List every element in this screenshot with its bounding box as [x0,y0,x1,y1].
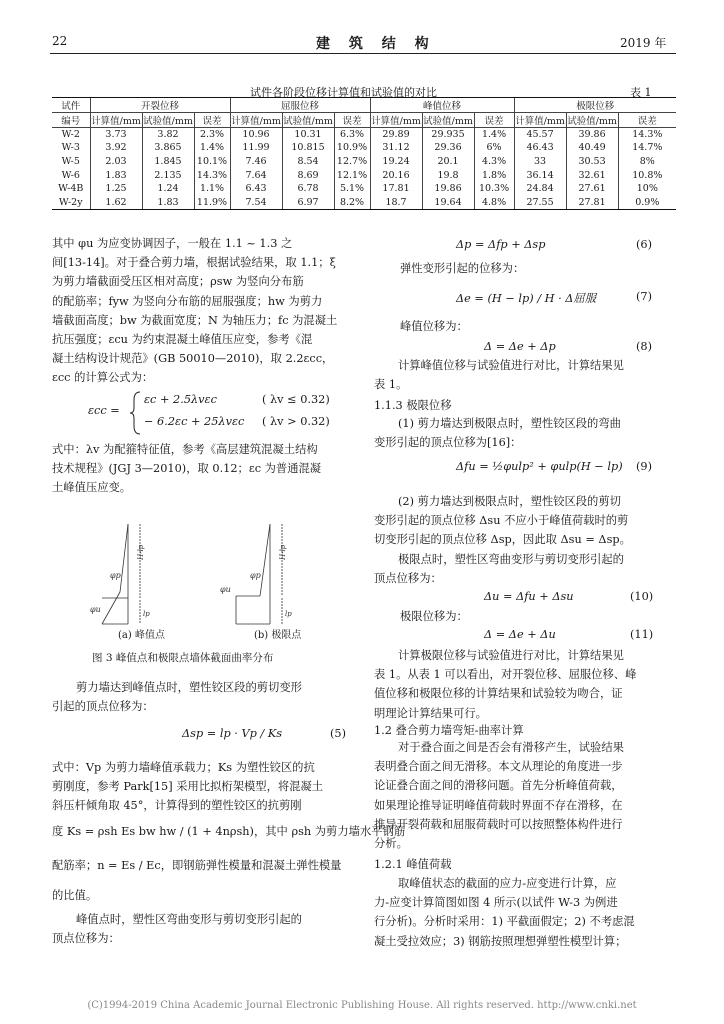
table-subheader-cell: 计算值/mm [230,113,282,128]
table-cell: 4.8% [474,195,514,209]
table-cell: W-6 [61,169,80,181]
equation-7: Δe = (H − lp) / H · Δ屈服 [456,292,597,305]
table-cell: 19.24 [370,155,422,169]
header-rule [50,53,676,54]
text-line: 剪刚度，参考 Park[15] 采用比拟桁架模型，将混凝土 [52,780,324,794]
left-paragraph-5b [52,856,356,875]
text-line: 明理论计算结果可行。 [374,706,487,720]
left-paragraph-2 [52,440,356,498]
table-header-cell: 屈服位移 [230,98,370,113]
table-subheader-cell: 计算值/mm [370,113,422,128]
table-cell: 6.97 [282,195,334,209]
figure-sublabel-a: (a) 峰值点 [118,630,165,641]
text-line: 式中：λv 为配箍特征值，参考《高层建筑混凝土结构 [52,443,318,456]
table-row [52,128,676,142]
table-header-cell: 编号 [52,113,90,128]
table-cell: 1.83 [90,168,142,182]
table-cell: 39.86 [566,128,618,142]
journal-year: 2019 年 [620,36,667,50]
table-subheader-cell: 误差 [474,113,514,128]
equation-ecc-lhs: εcc = [88,404,120,417]
table-subheader-cell: 试验值/mm [422,113,474,128]
table-cell: 1.4% [194,141,230,155]
copyright-footer: (C)1994-2019 China Academic Journal Electronic Publishing House. All rights reserved. http://www.cnki.net [87,1000,637,1011]
table-cell: W-5 [61,155,80,167]
table-cell: 6.43 [230,182,282,196]
label-phi-p: φp [110,571,121,580]
table-cell: 2.03 [90,155,142,169]
table-cell: 40.49 [566,141,618,155]
table-cell: 11.99 [230,141,282,155]
equation-7-number: (7) [636,290,653,303]
text-line: 如果理论推导证明峰值荷载时界面不存在滑移，在 [374,798,623,812]
text-line: 配筋率；n = Es / Ec，即钢筋弹性模量和混凝土弹性模量 [52,859,342,872]
text-line: 值位移和极限位移的计算结果和试验较为吻合，证 [374,687,623,701]
table-cell: 12.7% [334,155,370,169]
label-phi-p-b: φp [250,571,261,580]
table-cell: 6% [474,141,514,155]
label-lp-a: lp [143,610,150,618]
table-subheader-cell: 试验值/mm [282,113,334,128]
table-cell: 6.78 [282,182,334,196]
table-subheader-cell: 计算值/mm [514,113,566,128]
table-cell: 46.43 [514,141,566,155]
text-line: 表 1。 [374,378,408,392]
text-line: 表 1。从表 1 可以看出，对开裂位移、屈服位移、峰 [374,668,637,682]
table-cell: 24.84 [514,182,566,196]
results-table [52,97,676,210]
text-line: (2) 剪力墙达到极限点时，塑性铰区段的剪切 [398,495,621,508]
table-subheader-cell: 误差 [618,113,676,128]
left-paragraph-6 [52,910,356,948]
text-line: 土峰值压应变。 [52,481,132,495]
table-cell: 8% [618,155,676,169]
table-cell: 27.61 [566,182,618,196]
table-cell: 20.16 [370,168,422,182]
table-subheader-cell: 误差 [194,113,230,128]
table-cell: 3.865 [142,141,194,155]
table-cell: 29.89 [370,128,422,142]
text-line: 间[13-14]。对于叠合剪力墙，根据试验结果，取 1.1；ξ [52,256,336,270]
text-line: 墙截面高度；bw 为截面宽度；N 为轴压力；fc 为混凝土 [52,313,338,327]
right-paragraph-4 [374,414,678,452]
table-cell: 31.12 [370,141,422,155]
text-line: 变形引起的顶点位移 Δsu 不应小于峰值荷载时的剪 [374,514,629,528]
table-cell: 29.935 [422,128,474,142]
equation-10-number: (10) [630,590,654,603]
table-cell: 1.4% [474,128,514,142]
right-text-peak: 峰值位移为： [400,320,468,333]
table-cell: 18.7 [370,195,422,209]
table-cell: 14.7% [618,141,676,155]
text-line: 对于叠合面之间是否会有滑移产生，试验结果 [398,741,624,754]
table-cell: 1.25 [90,182,142,196]
table-cell: 14.3% [618,128,676,142]
right-paragraph-5 [374,492,678,588]
figure-3-caption: 图 3 峰值点和极限点墙体截面曲率分布 [92,652,274,664]
table-cell: 33 [514,155,566,169]
table-cell: 8.69 [282,168,334,182]
text-line: 技术规程》(JGJ 3—2010)，取 0.12；εc 为普通混凝 [52,462,322,476]
text-line: 切变形引起的顶点位移 Δsp，因此取 Δsu = Δsp。 [374,533,631,547]
table-cell: 1.8% [474,168,514,182]
label-H-lp-a: H-lp [137,544,145,560]
table-cell: 7.46 [230,155,282,169]
section-1-2-1-heading: 1.2.1 峰值荷载 [374,858,452,871]
table-cell: W-4B [58,183,84,195]
equation-ecc-case2: − 6.2εc + 25λvεc [144,415,245,428]
text-line: 为剪力墙截面受压区相对高度；ρsw 为竖向分布筋 [52,275,304,289]
table-cell: 10.1% [194,155,230,169]
table-row [52,168,676,182]
table-cell: 4.3% [474,155,514,169]
table-cell: 10% [618,182,676,196]
label-phi-u-a: φu [90,605,101,614]
right-paragraph-8 [374,738,678,853]
figure-sublabel-b: (b) 极限点 [254,630,302,641]
table-subheader-cell: 试验值/mm [566,113,618,128]
equation-6: Δp = Δfp + Δsp [456,238,546,251]
equation-10: Δu = Δfu + Δsu [484,590,574,603]
text-line: 凝土结构设计规范》(GB 50010—2010)，取 2.2εcc， [52,352,334,366]
equation-ecc-cond2: ( λv > 0.32) [262,415,330,428]
table-cell: 3.82 [142,128,194,142]
table-cell: 1.62 [90,195,142,209]
equation-5: Δsp = lp · Vp / Ks [182,727,283,740]
right-text-elastic: 弹性变形引起的位移为： [400,262,525,275]
equation-9-number: (9) [636,460,653,473]
text-line: 度 Ks = ρsh Es bw hw / (1 + 4nρsh)，其中 ρsh 为剪力墙水平钢筋 [52,825,406,838]
label-phi-u-b: φu [220,585,231,594]
text-line: 分析。 [374,837,408,851]
section-1-2-heading: 1.2 叠合剪力墙弯矩-曲率计算 [374,724,524,737]
equation-5-number: (5) [330,727,347,740]
table-header-cell: 试件 [52,98,90,113]
text-line: 行分析)。分析时采用：1) 平截面假定；2) 不考虑混 [374,915,635,929]
table-cell: 20.1 [422,155,474,169]
table-cell: 29.36 [422,141,474,155]
table-cell: 1.24 [142,182,194,196]
table-cell: 19.86 [422,182,474,196]
table-header-cell: 峰值位移 [370,98,514,113]
table-cell: 3.92 [90,141,142,155]
label-lp-b: lp [285,610,292,618]
table-cell: 19.8 [422,168,474,182]
right-paragraph-9 [374,874,678,951]
equation-6-number: (6) [636,238,653,251]
equation-9: Δfu = ½φulp² + φulp(H − lp) [456,460,623,473]
journal-title: 建 筑 结 构 [316,36,436,52]
text-line: 极限点时，塑性区弯曲变形与剪切变形引起的 [398,552,624,566]
text-line: 变形引起的顶点位移为[16]： [374,436,522,450]
page-number: 22 [52,34,68,48]
table-cell: 1.1% [194,182,230,196]
table-cell: 45.57 [514,128,566,142]
text-line: 表明叠合面之间无滑移。本文从理论的角度进一步 [374,760,623,774]
left-paragraph-1 [52,234,356,388]
section-1-1-3-heading: 1.1.3 极限位移 [374,399,452,412]
table-cell: 10.31 [282,128,334,142]
right-text-ultimate: 极限位移为： [400,610,468,623]
text-line: 斜压杆倾角取 45°，计算得到的塑性铰区的抗剪刚 [52,799,302,813]
left-paragraph-5 [52,822,406,841]
equation-8-number: (8) [636,340,653,353]
table-row [52,182,676,196]
table-cell: W-2 [61,129,80,141]
table-cell: 36.14 [514,168,566,182]
table-cell: 8.2% [334,195,370,209]
table-header-cell: 开裂位移 [90,98,230,113]
right-paragraph-7 [374,646,678,723]
table-cell: W-3 [61,142,80,154]
left-paragraph-3 [52,678,356,716]
table-cell: 19.64 [422,195,474,209]
table-row [52,155,676,169]
equation-8: Δ = Δe + Δp [484,340,556,353]
table-cell: 27.81 [566,195,618,209]
table-cell: 17.81 [370,182,422,196]
text-line: 凝土受拉效应；3) 钢筋按照理想弹塑性模型计算； [374,934,627,948]
equation-ecc-case1: εc + 2.5λvεc [144,393,217,406]
text-line: 剪力墙达到峰值点时，塑性铰区段的剪切变形 [76,681,302,694]
equation-11: Δ = Δe + Δu [484,628,556,641]
table-subheader-cell: 试验值/mm [142,113,194,128]
equation-ecc-cond1: ( λv ≤ 0.32) [262,393,330,406]
table-subheader-cell: 误差 [334,113,370,128]
text-line: 力-应变计算简图如图 4 所示(以试件 W-3 为例进 [374,896,618,910]
table-cell: W-2y [52,195,90,209]
figure-panel-peak [102,524,140,624]
left-paragraph-4 [52,758,356,816]
text-line: 的比值。 [52,889,98,902]
table-cell: 2.135 [142,168,194,182]
text-line: 计算极限位移与试验值进行对比，计算结果见 [398,649,624,662]
table-header-cell: 极限位移 [514,98,676,113]
table-cell: 30.53 [566,155,618,169]
table-row [52,195,676,209]
table-cell: 10.96 [230,128,282,142]
equation-brace [128,390,142,436]
text-line: εcc 的计算公式为： [52,371,154,385]
text-line: 峰值点时，塑性区弯曲变形与剪切变形引起的 [76,913,302,926]
table-subheader-cell: 计算值/mm [90,113,142,128]
table-number: 表 1 [630,86,652,99]
table-cell: 8.54 [282,155,334,169]
text-line: 其中 φu 为应变协调因子，一般在 1.1 ~ 1.3 之 [52,237,293,250]
text-line: 计算峰值位移与试验值进行对比，计算结果见 [398,359,624,372]
table-cell: 0.9% [618,195,676,209]
table-cell: 11.9% [194,195,230,209]
text-line: 式中：Vp 为剪力墙峰值承载力；Ks 为塑性铰区的抗 [52,761,315,774]
figure-3-curvature-diagram [80,520,340,640]
label-H-lp-b: H-lp [279,544,287,560]
table-cell: 10.9% [334,141,370,155]
table-cell: 32.61 [566,168,618,182]
table-cell: 1.83 [142,195,194,209]
text-line: 推导开裂荷载和屈服荷载时可以按照整体构件进行 [374,817,623,831]
table-subheader-row [52,113,676,128]
table-cell: 10.3% [474,182,514,196]
table-cell: 6.3% [334,128,370,142]
text-line: 顶点位移为： [52,932,120,946]
table-cell: 5.1% [334,182,370,196]
table-cell: 7.64 [230,168,282,182]
text-line: 顶点位移为： [374,571,442,585]
table-row [52,141,676,155]
table-cell: 10.8% [618,168,676,182]
text-line: 抗压强度；εcu 为约束混凝土峰值压应变，参考《混 [52,333,313,347]
table-cell: 1.845 [142,155,194,169]
text-line: 论证叠合面之间的滑移问题。首先分析峰值荷载， [374,779,623,793]
table-cell: 14.3% [194,168,230,182]
table-caption: 试件各阶段位移计算值和试验值的对比 [250,86,437,99]
right-paragraph-3 [374,356,678,394]
table-cell: 27.55 [514,195,566,209]
text-line: 引起的顶点位移为： [52,700,154,714]
text-line: 取峰值状态的截面的应力-应变进行计算，应 [398,877,617,890]
text-line: 的配筋率；fyw 为竖向分布筋的屈服强度；hw 为剪力 [52,294,323,308]
table-cell: 10.815 [282,141,334,155]
equation-11-number: (11) [630,628,654,641]
table-body [52,128,676,210]
left-paragraph-5c [52,886,356,905]
text-line: (1) 剪力墙达到极限点时，塑性铰区段的弯曲 [398,417,621,430]
table-cell: 12.1% [334,168,370,182]
table-cell: 7.54 [230,195,282,209]
table-cell: 3.73 [90,128,142,142]
table-cell: 2.3% [194,128,230,142]
